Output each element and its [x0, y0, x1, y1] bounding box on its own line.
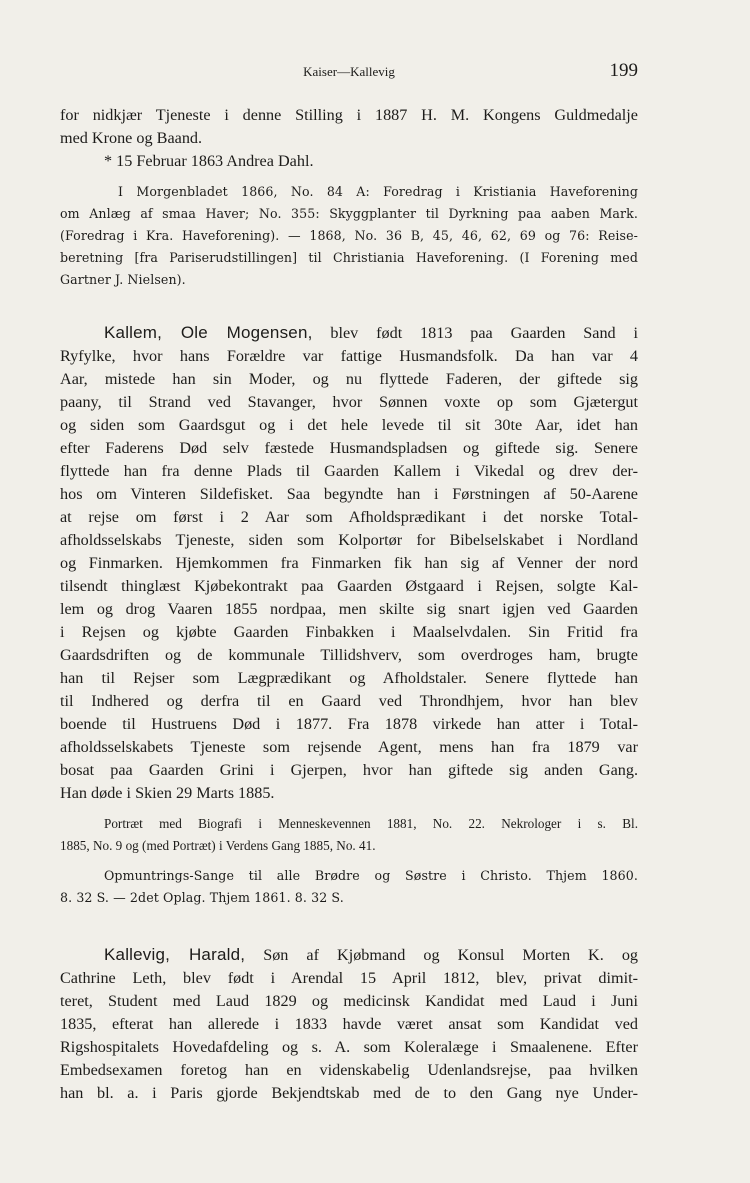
- source-line: 1885, No. 9 og (med Portræt) i Verdens Gang 1885, No. 41.: [60, 838, 376, 853]
- text-line: lem og drog Vaaren 1855 nordpaa, men skilte sig snart igjen ved Gaarden: [60, 600, 638, 618]
- kaiser-continuation: [60, 104, 638, 291]
- page: [60, 58, 638, 1105]
- source-line: (Foredrag i Kra. Haveforening). — 1868, No. 36 B, 45, 46, 62, 69 og 76: Reise-: [60, 228, 638, 243]
- text-line: afholdsselskabs Tjeneste, siden som Kolportør for Bibelselskabet i Nordland: [60, 531, 638, 549]
- text-line: Rigshospitalets Hovedafdeling og s. A. som Koleralæge i Smaalenene. Efter: [60, 1038, 638, 1056]
- entry-kallem: [60, 321, 638, 909]
- text-line: og siden som Gaardsgut og i det hele levede til sit 30te Aar, idet han: [60, 416, 638, 434]
- text-line: tilsendt thinglæst Kjøbekontrakt paa Gaarden Østgaard i Rejsen, solgte Kal-: [60, 577, 638, 595]
- source-line: beretning [fra Pariserudstillingen] til Christiania Haveforening. (I Forening med: [60, 250, 638, 265]
- entry-first-line: [60, 321, 638, 345]
- text-line: Han døde i Skien 29 Marts 1885.: [60, 784, 275, 802]
- text-line: at rejse om først i 2 Aar som Afholdsprædikant i det norske Total-: [60, 508, 638, 526]
- source-line: om Anlæg af smaa Haver; No. 355: Skyggplanter til Dyrkning paa aaben Mark.: [60, 206, 638, 221]
- source-line: I Morgenbladet 1866, No. 84 A: Foredrag i Kristiania Haveforening: [118, 184, 638, 199]
- text-line: paany, til Strand ved Stavanger, hvor Sønnen voxte op som Gjætergut: [60, 393, 638, 411]
- text-line: bosat paa Gaarden Grini i Gjerpen, hvor han giftede sig anden Gang.: [60, 761, 638, 779]
- text-line: Gaardsdriften og de kommunale Tillidshverv, som overdroges ham, brugte: [60, 646, 638, 664]
- text-line: flyttede han fra denne Plads til Gaarden Kallem i Vikedal og drev der-: [60, 462, 638, 480]
- text-line: og Finmarken. Hjemkommen fra Finmarken fik han sig af Venner der nord: [60, 554, 638, 572]
- text-line: hos om Vinteren Sildefisket. Saa begyndte han i Førstningen af 50-Aarene: [60, 485, 638, 503]
- entry-name: Kallem, Ole Mogensen,: [104, 323, 313, 342]
- text-line: i Rejsen og kjøbte Gaarden Finbakken i Maalselvdalen. Sin Fritid fra: [60, 623, 638, 641]
- page-header: [60, 58, 638, 86]
- death-line: * 15 Februar 1863 Andrea Dahl.: [104, 152, 314, 170]
- entry-first-text: Søn af Kjøbmand og Konsul Morten K. og: [263, 946, 639, 964]
- source-line: Gartner J. Nielsen).: [60, 272, 186, 287]
- text-line: boende til Hustruens Død i 1877. Fra 1878 virkede han atter i Total-: [60, 715, 638, 733]
- text-line: med Krone og Baand.: [60, 129, 203, 147]
- running-head: Kaiser—Kallevig: [303, 64, 395, 79]
- page-number: 199: [609, 60, 638, 81]
- entry-name: Kallevig, Harald,: [104, 945, 246, 964]
- entry-first-line: [60, 943, 638, 967]
- entry-kallevig: [60, 943, 638, 1105]
- text-line: til Indhered og derfra til en Gaard ved Throndhjem, hvor han blev: [60, 692, 638, 710]
- text-line: han bl. a. i Paris gjorde Bekjendtskab med de to den Gang nye Under-: [60, 1084, 638, 1102]
- text-line: Ryfylke, hvor hans Forældre var fattige Husmandsfolk. Da han var 4: [60, 347, 638, 365]
- source-line: Opmuntrings-Sange til alle Brødre og Søstre i Christo. Thjem 1860.: [104, 868, 638, 883]
- text-line: teret, Student med Laud 1829 og medicinsk Kandidat med Laud i Juni: [60, 992, 638, 1010]
- text-line: Aar, mistede han sin Moder, og nu flyttede Faderen, der giftede sig: [60, 370, 638, 388]
- text-line: efter Faderens Død selv fæstede Husmandspladsen og giftede sig. Senere: [60, 439, 638, 457]
- source-line: 8. 32 S. — 2det Oplag. Thjem 1861. 8. 32 S.: [60, 890, 344, 905]
- entry-first-text: blev født 1813 paa Gaarden Sand i: [330, 324, 639, 342]
- source-line: Portræt med Biografi i Menneskevennen 1881, No. 22. Nekrologer i s. Bl.: [104, 816, 638, 831]
- text-line: afholdsselskabets Tjeneste som rejsende Agent, mens han fra 1879 var: [60, 738, 638, 756]
- text-line: 1835, efterat han allerede i 1833 havde været ansat som Kandidat ved: [60, 1015, 638, 1033]
- text-line: for nidkjær Tjeneste i denne Stilling i 1887 H. M. Kongens Guldmedalje: [60, 106, 638, 124]
- text-line: Embedsexamen foretog han en videnskabelig Udenlandsrejse, paa hvilken: [60, 1061, 638, 1079]
- text-line: han til Rejser som Lægprædikant og Afholdstaler. Senere flyttede han: [60, 669, 638, 687]
- text-line: Cathrine Leth, blev født i Arendal 15 April 1812, blev, privat dimit-: [60, 969, 638, 987]
